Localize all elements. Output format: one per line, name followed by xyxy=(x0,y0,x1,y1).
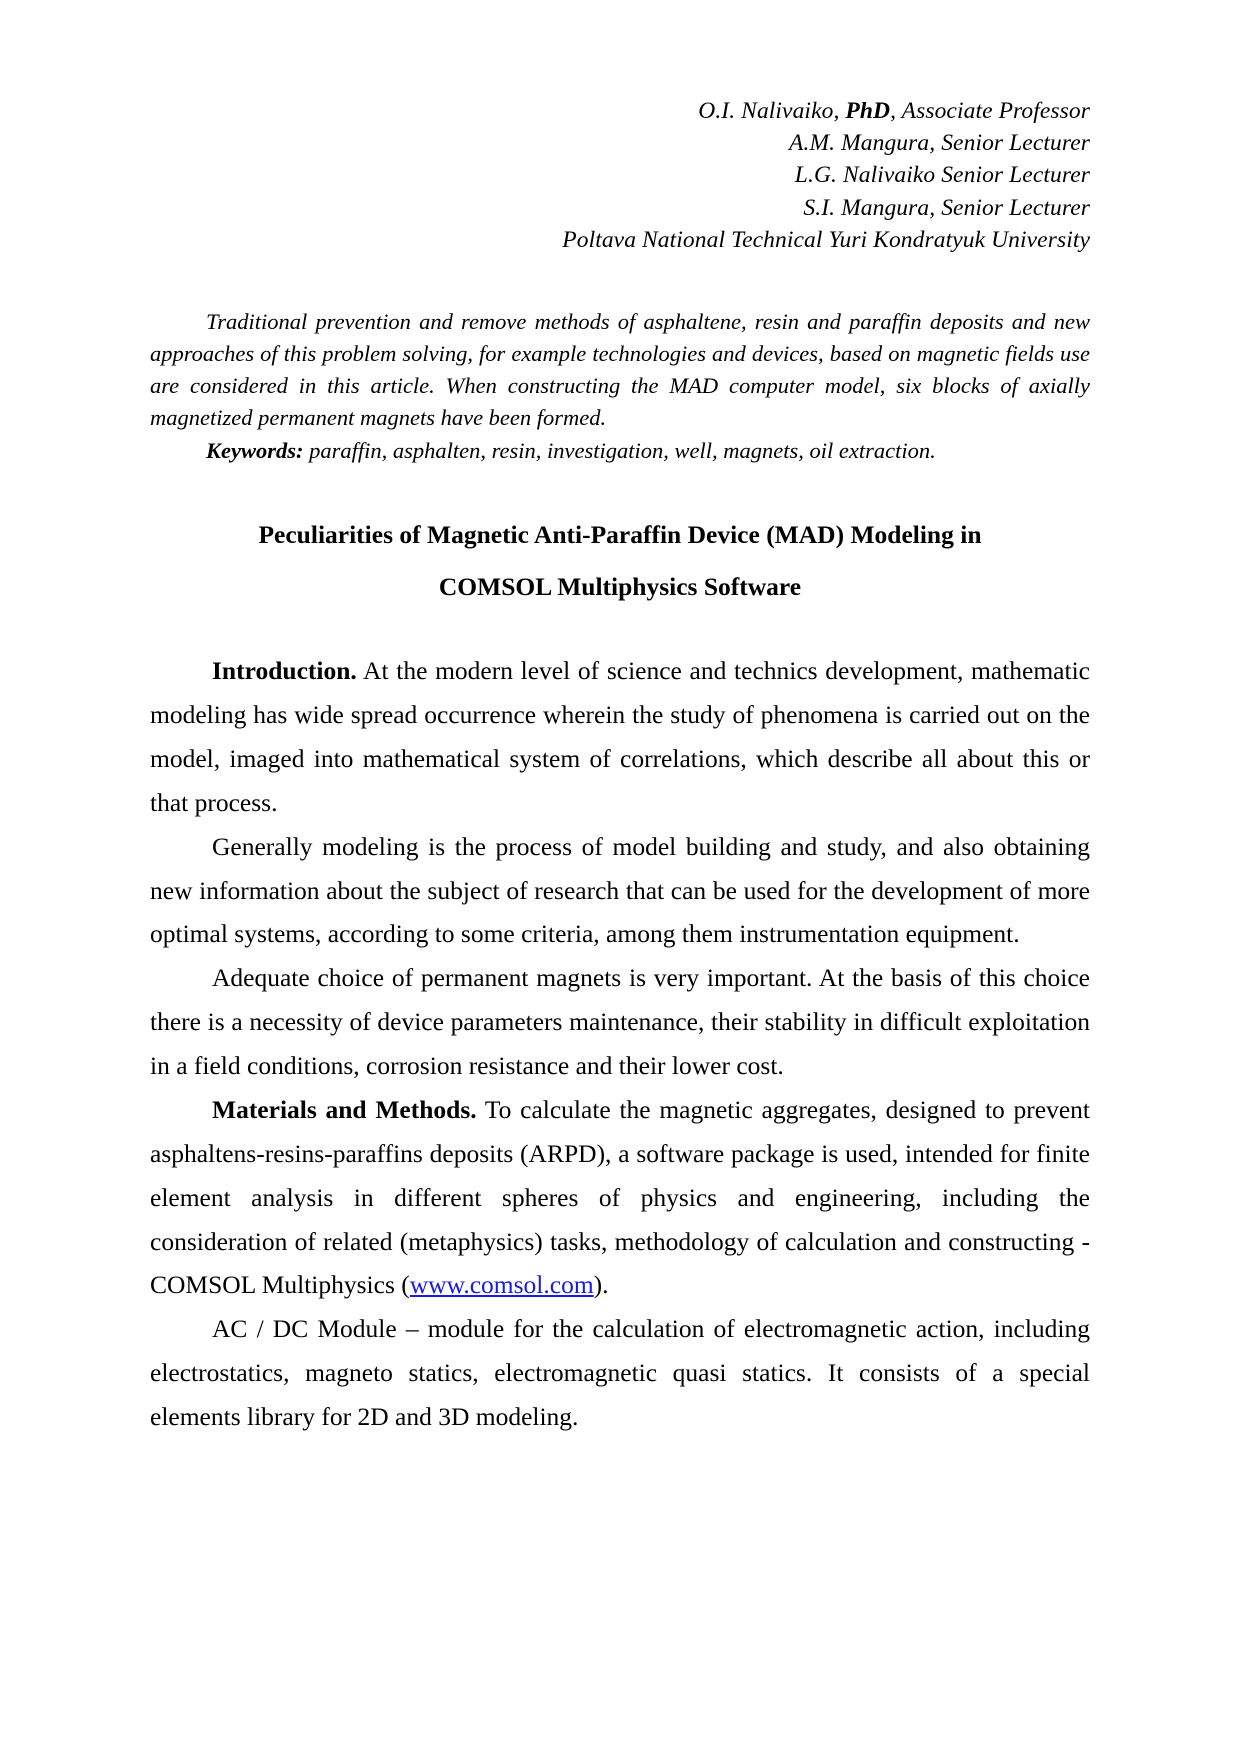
title-line-2: COMSOL Multiphysics Software xyxy=(438,572,802,602)
paragraph-introduction xyxy=(150,649,1090,824)
author-name-pre: L.G. Nalivaiko Senior Lecturer xyxy=(794,162,1090,189)
abstract-section xyxy=(150,306,1090,467)
title-line-1: Peculiarities of Magnetic Anti-Paraffin Device (MAD) Modeling in xyxy=(258,519,982,549)
keywords-label: Keywords: xyxy=(206,437,304,463)
author-degree: PhD xyxy=(845,98,891,124)
runin-heading-introduction: Introduction. xyxy=(212,656,357,686)
author-line xyxy=(150,192,1090,224)
author-title-post: , Associate Professor xyxy=(890,98,1090,124)
paragraph-magnets: Adequate choice of permanent magnets is very important. At the basis of this choice there is a necessity of device parameters maintenance, their stability in difficult exploitation in a field conditions, corrosion resistance and their lower cost. xyxy=(150,963,1090,1081)
body-text xyxy=(150,649,1090,1438)
author-name-pre: S.I. Mangura, Senior Lecturer xyxy=(803,194,1090,221)
paragraph-materials-methods xyxy=(150,1088,1090,1307)
page-title xyxy=(150,509,1090,614)
paragraph-introduction-text: At the modern level of science and technics development, mathematic modeling has wide spread occurrence wherein the study of phenomena is carried out on the model, imaged into mathematical system of correlations, which describe all about this or that process. xyxy=(150,656,1090,817)
author-line xyxy=(150,159,1090,191)
abstract-text: Traditional prevention and remove methods of asphaltene, resin and paraffin deposits and new approaches of this problem solving, for example technologies and devices, based on magnetic fields use are considered in this article. When constructing the MAD computer model, six blocks of axially magnetized permanent magnets have been formed. xyxy=(150,308,1090,431)
author-name-pre: O.I. Nalivaiko, xyxy=(698,98,846,124)
affiliation-text: Poltava National Technical Yuri Kondratyuk University xyxy=(562,226,1090,253)
paragraph-materials-text: To calculate the magnetic aggregates, designed to prevent asphaltens-resins-paraffins deposits (ARPD), a software package is used, intended for finite element analysis in different spheres of physics and engineering, including the consideration of related (metaphysics) tasks, methodology of calculation and constructing - COMSOL Multiphysics ( xyxy=(150,1094,1090,1300)
paragraph-modeling: Generally modeling is the process of model building and study, and also obtaining new information about the subject of research that can be used for the development of more optimal systems, according to some criteria, among them instrumentation equipment. xyxy=(150,831,1090,949)
comsol-website-link[interactable]: www.comsol.com xyxy=(409,1270,594,1300)
keywords-line xyxy=(150,435,1090,467)
runin-heading-materials-methods: Materials and Methods. xyxy=(212,1094,477,1124)
author-block xyxy=(150,95,1090,256)
paragraph-acdc-module: AC / DC Module – module for the calculation of electromagnetic action, including electrostatics, magneto statics, electromagnetic quasi statics. It consists of a special elements library for 2D and 3D modeling. xyxy=(150,1314,1090,1431)
author-line xyxy=(150,127,1090,159)
author-name-pre: A.M. Mangura, Senior Lecturer xyxy=(789,130,1090,157)
paragraph-materials-text-end: ). xyxy=(593,1270,609,1300)
keywords-text: paraffin, asphalten, resin, investigation, well, magnets, oil extraction. xyxy=(303,437,936,463)
author-line xyxy=(150,95,1090,127)
affiliation-line xyxy=(150,224,1090,256)
